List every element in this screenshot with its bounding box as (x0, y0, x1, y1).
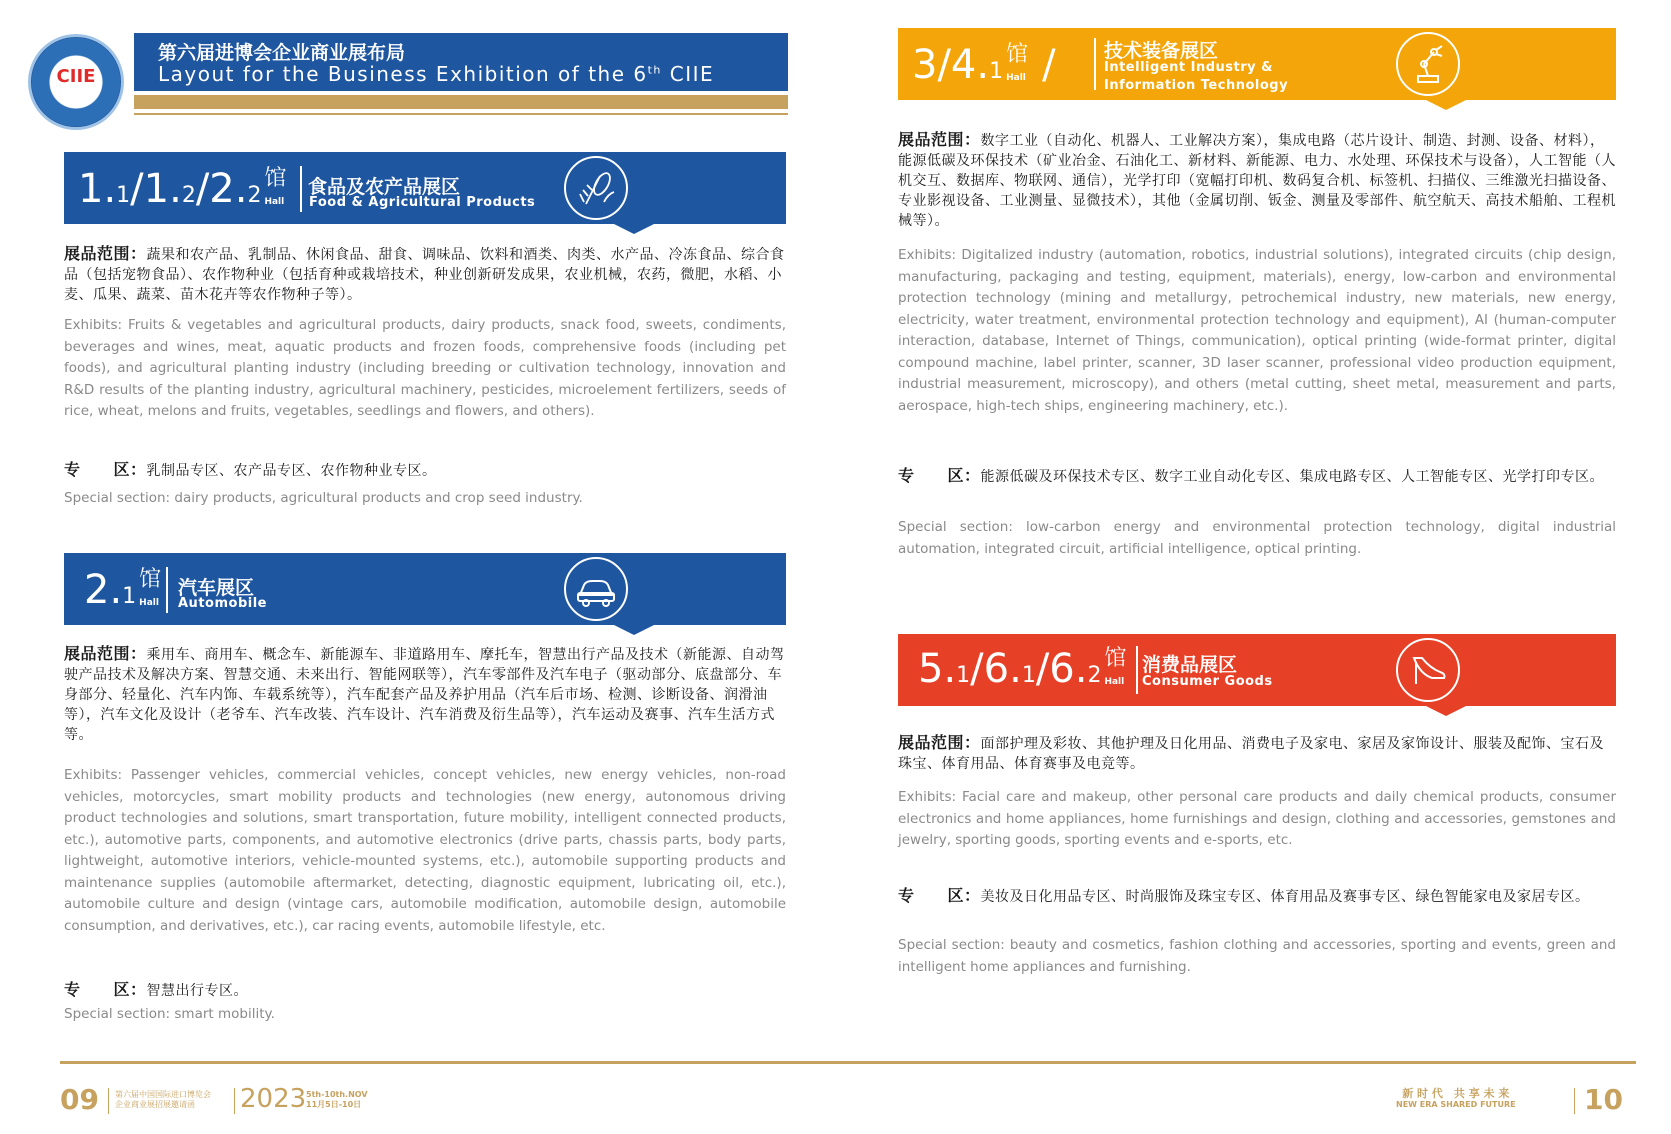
special-food-cn: 专 区：乳制品专区、农产品专区、农作物种业专区。 (64, 460, 437, 479)
special-food-en: Special section: dairy products, agricultural products and crop seed industry. (64, 490, 583, 506)
gold-bar (134, 95, 788, 109)
exhibits-tech-en: Exhibits: Digitalized industry (automation, robotics, industrial solutions), integrated circuits (chip design, manufacturing, packaging and testing, equipment, materials), energy, low-carbon and environmental protection technology (mining and metallurgy, petrochemical industry, new materials, new energy, electricity, water treatment, environmental protection technology and equipment), AI (human-computer interaction, database, Internet of Things, communication), optical printing (wide-format printer, digital compound machine, label printer, scanner, 3D laser scanner, professional video production equipment, industrial measurement, microscopy), and others (metal cutting, sheet metal, measurement and parts, aerospace, high-tech ships, engineering machinery, etc.). (898, 247, 1616, 414)
zone-name-en-tech-2: Information Technology (1104, 78, 1289, 93)
special-tech-cn: 专 区：能源低碳及环保技术专区、数字工业自动化专区、集成电路专区、人工智能专区、光学打印专区。 (898, 466, 1605, 485)
exhibits-tech-cn: 展品范围：数字工业（自动化、机器人、工业解决方案），集成电路（芯片设计、制造、封测、设备、材料），能源低碳及环保技术（矿业冶金、石油化工、新材料、新能源、电力、水处理、环保技术与设备），人工智能（人机交互、数据库、物联网、通信），光学打印（宽幅打印机、数码复合机、标签机、扫描仪、三维激光扫描设备、专业影视设备、工业测量、显微技术），其他（金属切削、钣金、测量及零部件、航空航天、高技术船舶、工程机械等）。 (898, 130, 1616, 229)
robot-arm-icon (1396, 32, 1460, 96)
logo-text: CIIE (56, 66, 96, 87)
exhibits-auto-en: Exhibits: Passenger vehicles, commercial vehicles, concept vehicles, new energy vehicles, non-road vehicles, motorcycles, smart mobility products and technologies (new energy, autonomous driving product technologies and solutions, smart transportation, future mobility, intelligent connected products, etc.), automotive parts, components, and automotive electronics (drive parts, chassis parts, body parts, lightweight, automotive interiors, vehicle-mounted systems, etc.), automobile supporting products and maintenance supplies (automobile aftermarket, detecting, diagnostic equipment, lubricating oil, etc.), automobile culture and design (vintage cars, automobile modification, automobile design, automobile consumption, and derivatives, etc.), car racing events, automobile lifestyle, etc. (64, 767, 786, 934)
page-number-right: 10 (1584, 1083, 1623, 1116)
banner-food (64, 152, 786, 224)
exhibits-consumer-en: Exhibits: Facial care and makeup, other personal care products and daily chemical products, consumer electronics and home appliances, home furnishings and design, clothing and accessories, gemstones and jewelry, sporting goods, sporting events and e-sports, etc. (898, 789, 1616, 848)
exhibits-food-cn: 展品范围：蔬果和农产品、乳制品、休闲食品、甜食、调味品、饮料和酒类、肉类、水产品、冷冻食品、综合食品（包括宠物食品）、农作物种业（包括育种或栽培技术，种业创新研发成果，农业机械，农药，微肥，水稻、小麦、瓜果、蔬菜、苗木花卉等农作物种子等）。 (64, 244, 785, 303)
zone-name-cn-tech: 技术装备展区 (1104, 40, 1219, 62)
special-tech-en: Special section: low-carbon energy and environmental protection technology, digital industrial automation, integrated circuit, artificial intelligence, optical printing. (898, 519, 1616, 557)
zone-name-en-food: Food & Agricultural Products (309, 195, 536, 210)
hall-number-auto: 2.1馆 Hall (84, 567, 162, 613)
footer-event-name: 第六届中国国际进口博览会 企业商业展招展邀请函 (115, 1090, 211, 1109)
page-title-cn: 第六届进博会企业商业展布局 (158, 42, 406, 64)
footer-separator (234, 1088, 235, 1114)
zone-name-cn-food: 食品及农产品展区 (308, 176, 461, 198)
footer-dates: 5th-10th.NOV 11月5日-10日 (306, 1090, 368, 1109)
special-auto-en: Special section: smart mobility. (64, 1006, 275, 1022)
footer-year: 2023 (240, 1084, 307, 1114)
banner-consumer (898, 634, 1616, 706)
car-icon (564, 557, 628, 621)
exhibits-auto-cn: 展品范围：乘用车、商用车、概念车、新能源车、非道路用车、摩托车，智慧出行产品及技术（新能源、自动驾驶产品技术及解决方案、智慧交通、未来出行、智能网联等），汽车零部件及汽车电子（驱动部分、底盘部分、车身部分、轻量化、汽车内饰、车载系统等），汽车配套产品及养护用品（汽车后市场、检测、诊断设备、润滑油等），汽车文化及设计（老爷车、汽车改装、汽车设计、汽车消费及衍生品等），汽车运动及赛事、汽车生活方式等。 (64, 644, 785, 743)
page-title-en: Layout for the Business Exhibition of the 6th CIIE (158, 62, 715, 86)
high-heel-shoe-icon (1396, 638, 1460, 702)
banner-tech (898, 28, 1616, 100)
hall-number-tech: 3/4.1馆 Hall / (912, 42, 1056, 88)
footer-divider (60, 1061, 1636, 1064)
banner-auto (64, 553, 786, 625)
wheat-corn-icon (564, 156, 628, 220)
footer-separator (1574, 1088, 1575, 1114)
zone-name-cn-auto: 汽车展区 (178, 577, 255, 599)
zone-name-cn-consumer: 消费品展区 (1142, 654, 1238, 676)
hall-number-consumer: 5.1/6.1/6.2馆 Hall (918, 646, 1127, 692)
zone-name-en-consumer: Consumer Goods (1142, 674, 1273, 689)
gold-divider (134, 113, 788, 115)
special-consumer-en: Special section: beauty and cosmetics, fashion clothing and accessories, sporting and events, green and intelligent home appliances and furnishing. (898, 937, 1616, 975)
footer-separator (108, 1088, 109, 1114)
special-auto-cn: 专 区：智慧出行专区。 (64, 980, 249, 999)
footer-slogan: 新 时 代 共 享 未 来 NEW ERA SHARED FUTURE (1396, 1087, 1516, 1109)
zone-name-en-tech-1: Intelligent Industry & (1104, 60, 1273, 75)
zone-name-en-auto: Automobile (178, 596, 267, 611)
special-consumer-cn: 专 区：美妆及日化用品专区、时尚服饰及珠宝专区、体育用品及赛事专区、绿色智能家电及家居专区。 (898, 886, 1590, 905)
hall-number-food: 1.1/1.2/2.2馆 Hall (78, 166, 287, 212)
page-number-left: 09 (60, 1083, 99, 1116)
exhibits-consumer-cn: 展品范围：面部护理及彩妆、其他护理及日化用品、消费电子及家电、家居及家饰设计、服装及配饰、宝石及珠宝、体育用品、体育赛事及电竞等。 (898, 733, 1605, 772)
exhibits-food-en: Exhibits: Fruits & vegetables and agricultural products, dairy products, snack food, sweets, condiments, beverages and wines, meat, aquatic products and frozen foods, comprehensive foods (including pet foods), and agricultural planting industry (including breeding or cultivation technology, innovation and R&D results of the planting industry, agricultural machinery, pesticides, microelement fertilizers, seeds of rice, wheat, melons and fruits, vegetables, seedlings and flowers, and others). (64, 317, 786, 419)
